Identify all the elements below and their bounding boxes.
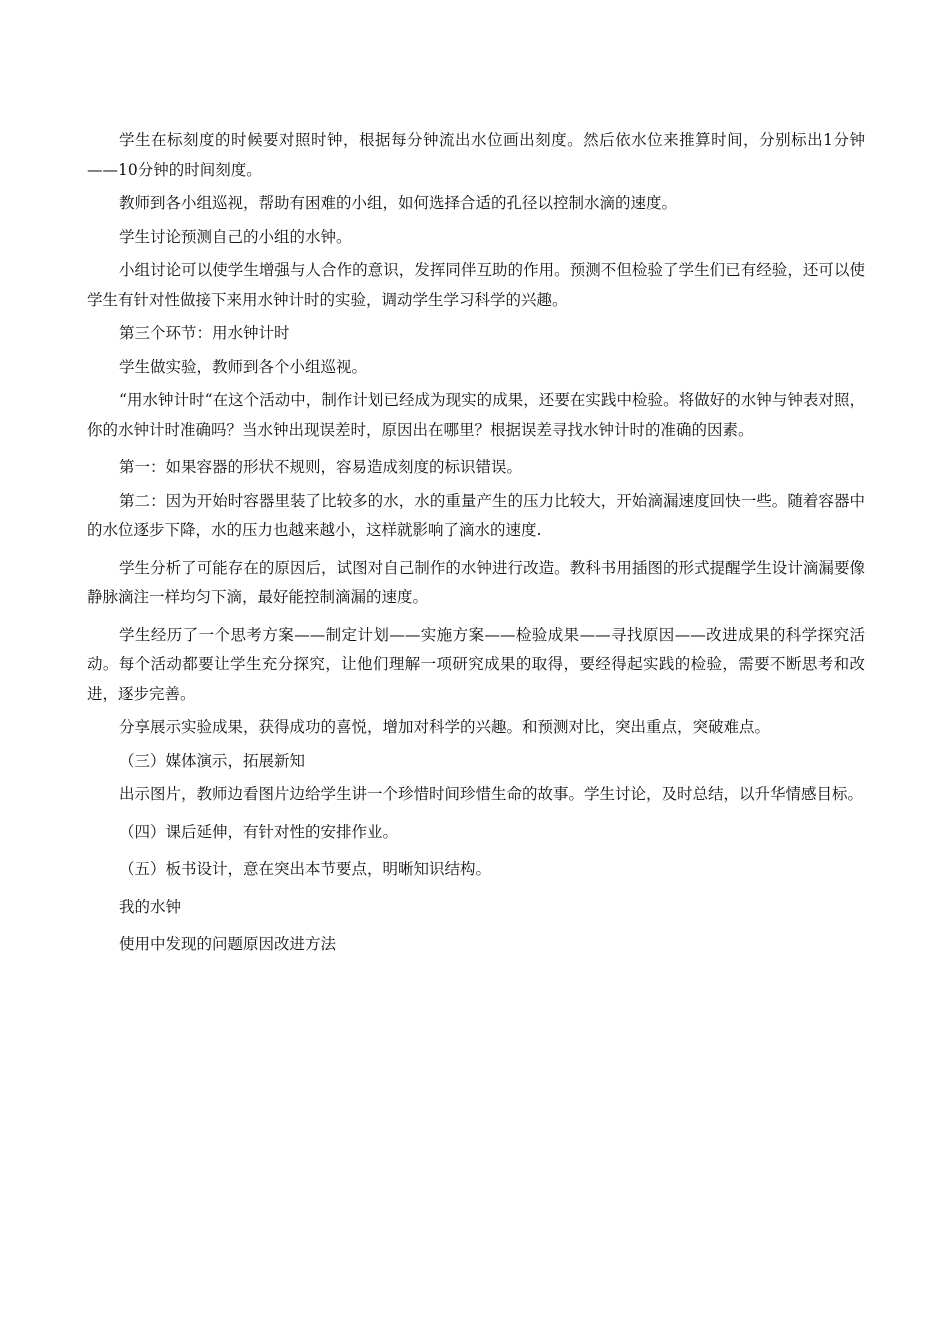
paragraph-first-reason: 第一：如果容器的形状不规则，容易造成刻度的标识错误。 <box>119 458 523 476</box>
paragraph-marking-scale: 学生在标刻度的时候要对照时钟，根据每分钟流出水位画出刻度。然后依水位来推算时间，分别标出1分钟——10分钟的时间刻度。 <box>87 131 865 179</box>
board-title: 我的水钟 <box>119 897 182 916</box>
paragraph-teacher-patrol-groups: 教师到各小组巡视，帮助有困难的小组，如何选择合适的孔径以控制水滴的速度。 <box>119 194 678 212</box>
section-heading-board-design: （五）板书设计，意在突出本节要点，明晰知识结构。 <box>119 860 492 878</box>
section-heading-homework: （四）课后延伸，有针对性的安排作业。 <box>119 822 399 841</box>
paragraph-share-results: 分享展示实验成果，获得成功的喜悦，增加对科学的兴趣。和预测对比，突出重点，突破难点。 <box>119 718 771 736</box>
paragraph-students-experiment: 学生做实验，教师到各个小组巡视。 <box>119 357 368 376</box>
paragraph-students-predict: 学生讨论预测自己的小组的水钟。 <box>119 227 352 246</box>
paragraph-show-pictures: 出示图片，教师边看图片边给学生讲一个珍惜时间珍惜生命的故事。学生讨论，及时总结，以升华情感目标。 <box>119 785 864 803</box>
paragraph-timing-activity: “用水钟计时“在这个活动中，制作计划已经成为现实的成果，还要在实践中检验。将做好的水钟与钟表对照，你的水钟计时准确吗？当水钟出现误差时，原因出在哪里？根据误差寻找水钟计时的准确的因素。 <box>87 391 865 439</box>
document-body <box>87 126 865 960</box>
paragraph-second-reason: 第二：因为开始时容器里装了比较多的水，水的重量产生的压力比较大，开始滴漏速度回快一些。随着容器中的水位逐步下降，水的压力也越来越小，这样就影响了滴水的速度. <box>87 491 865 539</box>
paragraph-students-improve: 学生分析了可能存在的原因后，试图对自己制作的水钟进行改造。教科书用插图的形式提醒学生设计滴漏要像静脉滴注一样均匀下滴，最好能控制滴漏的速度。 <box>87 558 865 606</box>
section-heading-third-stage: 第三个环节：用水钟计时 <box>119 324 290 342</box>
section-heading-media-demo: （三）媒体演示，拓展新知 <box>119 751 306 770</box>
paragraph-inquiry-process: 学生经历了一个思考方案——制定计划——实施方案——检验成果——寻找原因——改进成果的科学探究活动。每个活动都要让学生充分探究，让他们理解一项研究成果的取得，要经得起实践的检验，需要不断思考和改进，逐步完善。 <box>87 625 865 703</box>
board-columns: 使用中发现的问题原因改进方法 <box>119 935 337 953</box>
paragraph-group-discussion: 小组讨论可以使学生增强与人合作的意识，发挥同伴互助的作用。预测不但检验了学生们已有经验，还可以使学生有针对性做接下来用水钟计时的实验，调动学生学习科学的兴趣。 <box>87 261 865 309</box>
